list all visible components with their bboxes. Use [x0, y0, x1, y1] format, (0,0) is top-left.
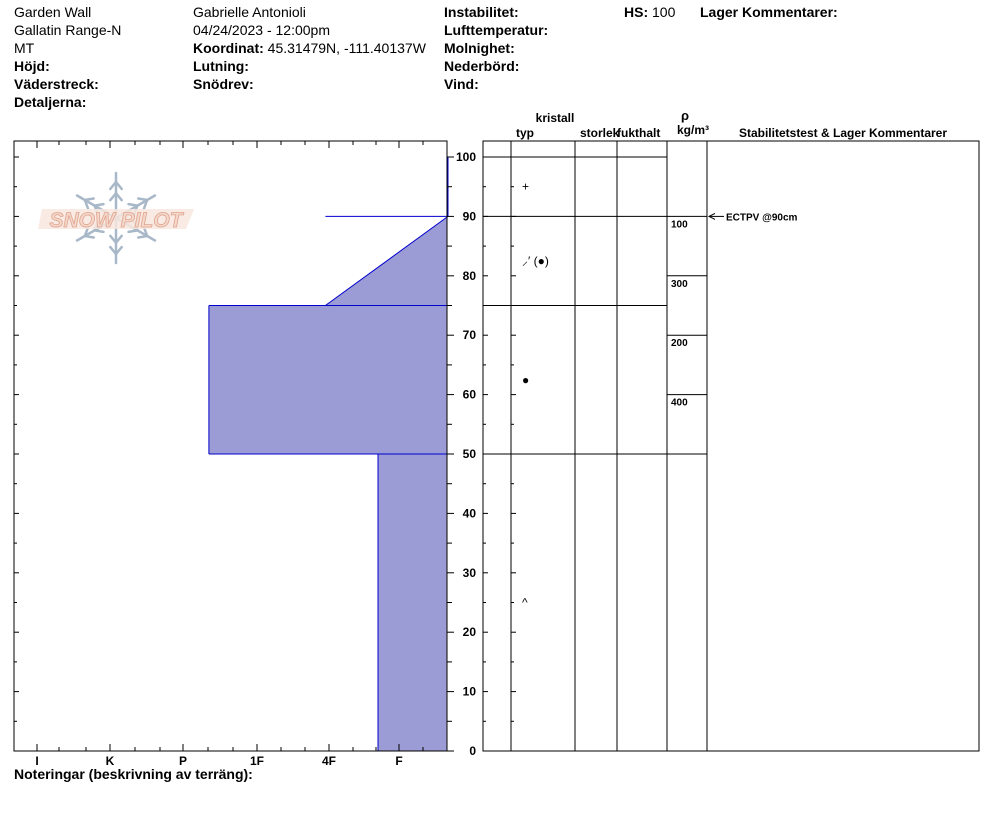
hardness-tick-label: 4F	[321, 754, 337, 768]
size-header: storlek	[580, 126, 620, 140]
details-label: Detaljerna:	[14, 94, 87, 110]
depth-tick-label: 60	[462, 387, 476, 402]
wind-label: Vind:	[444, 76, 479, 92]
observer-name: Gabrielle Antonioli	[193, 4, 306, 20]
density-value: 300	[671, 278, 688, 290]
stability-header: Stabilitetstest & Lager Kommentarer	[738, 126, 948, 140]
hardness-layer	[378, 454, 447, 751]
moisture-header: fukthalt	[617, 126, 661, 140]
location-state: MT	[14, 40, 35, 56]
type-header: typ	[516, 126, 534, 140]
cloud-label: Molnighet:	[444, 40, 515, 56]
hs-value: 100	[652, 4, 676, 20]
hardness-tick-label: I	[35, 754, 39, 768]
layer-comments-label: Lager Kommentarer:	[700, 4, 838, 20]
hs-label: HS:	[624, 4, 649, 20]
hardness-tick-label: 1F	[249, 754, 265, 768]
elevation-label: Höjd:	[14, 58, 50, 74]
coordinate-label: Koordinat:	[193, 40, 264, 56]
density-value: 200	[671, 338, 688, 350]
hardness-tick-label: F	[395, 754, 403, 768]
rho-header: ρ	[680, 108, 690, 123]
grain-type-symbol: +	[522, 179, 530, 194]
hardness-tick-label: K	[105, 754, 115, 768]
depth-tick-label: 20	[462, 625, 476, 640]
hardness-layer	[209, 306, 447, 455]
logo-text: SNOW PILOT	[49, 209, 183, 232]
grain-type-symbol: ●	[522, 372, 530, 387]
depth-tick-label: 80	[462, 268, 476, 283]
snowpilot-logo	[38, 173, 194, 263]
stability-test-label: ECTPV @90cm	[726, 212, 798, 224]
coordinate-value: 45.31479N, -111.40137W	[267, 40, 426, 56]
depth-tick-label: 0	[469, 744, 476, 758]
observation-datetime: 04/24/2023 - 12:00pm	[193, 22, 330, 38]
depth-tick-label: 30	[462, 565, 476, 580]
aspect-label: Väderstreck:	[14, 76, 99, 92]
hardness-tick-label: P	[178, 754, 188, 768]
grain-type-symbol: ⸝′ (●)	[522, 253, 549, 268]
location-range: Gallatin Range-N	[14, 22, 122, 38]
hardness-profile	[209, 157, 448, 751]
layer-table-frame	[483, 141, 979, 751]
grain-type-symbol: ^	[522, 595, 528, 610]
instability-label: Instabilitet:	[444, 4, 519, 20]
precip-label: Nederbörd:	[444, 58, 520, 74]
density-value: 100	[671, 219, 688, 231]
depth-tick-label: 70	[462, 328, 476, 343]
depth-tick-label: 10	[462, 684, 476, 699]
density-unit-header: kg/m³	[676, 123, 710, 137]
depth-tick-label: 90	[462, 209, 476, 224]
density-value: 400	[671, 397, 688, 409]
notes-label: Noteringar (beskrivning av terräng):	[14, 766, 253, 782]
crystal-header: kristall	[535, 111, 575, 125]
wind-loading-label: Snödrev:	[193, 76, 254, 92]
slope-label: Lutning:	[193, 58, 249, 74]
air-temp-label: Lufttemperatur:	[444, 22, 549, 38]
depth-tick-label: 100	[455, 150, 476, 164]
depth-tick-label: 40	[462, 506, 476, 521]
location-name: Garden Wall	[14, 4, 92, 20]
depth-tick-label: 50	[462, 447, 476, 461]
